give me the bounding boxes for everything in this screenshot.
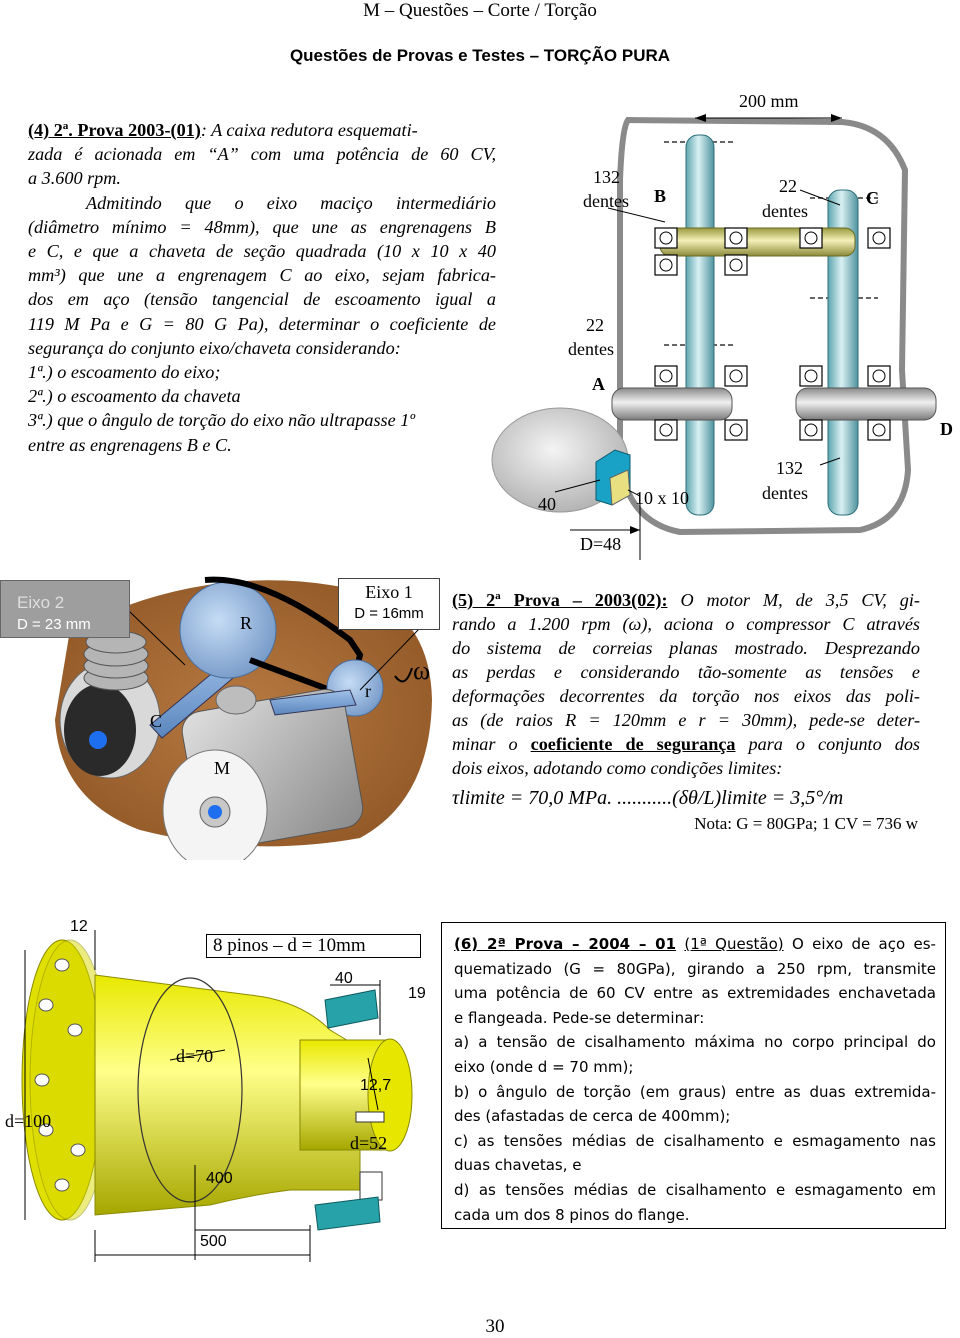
key-top [325,990,378,1028]
label-teeth-unit: dentes [568,339,614,359]
q6-line: eixo (onde d = 70 mm); [454,1057,634,1076]
key-bottom [315,1197,380,1230]
dim-12: 12 [70,918,88,935]
label-c: C [866,188,879,208]
housing-outline [620,120,908,532]
question-6-text [454,932,936,1227]
q4-line: 3ª.) que o ângulo de torção do eixo não ultrapasse 1º [28,410,415,431]
label-pulley-r-large: R [240,613,253,633]
q6-heading: (6) 2ª Prova – 2004 – 01 [454,935,677,953]
section-title: Questões de Provas e Testes – TORÇÃO PURA [289,46,671,65]
q5-safety-factor: coeficiente de segurança [530,734,736,754]
eixo-1-title: Eixo 1 [365,582,413,602]
page-number: 30 [485,1316,505,1337]
q4-line-1: (4) 2ª. Prova 2003-(01): A caixa redutora esquemati- [28,120,418,140]
shaft-b [686,135,714,515]
q6-line: des (afastadas de cerca de 400mm); [454,1107,731,1126]
label-teeth-unit: dentes [762,201,808,221]
q6-line: c) as tensões médias de cisalhamento e esmagamento nas [454,1131,936,1150]
q5-line: O motor M, de 3,5 CV, gi- [667,590,920,610]
q4-line: 2ª.) o escoamento da chaveta [28,386,241,407]
eixo-2-diameter: D = 23 mm [17,616,91,633]
label-pulley-r-small: r [365,681,371,701]
q4-line: 1ª.) o escoamento do eixo; [28,362,221,383]
eixo-1-diameter: D = 16mm [354,605,424,622]
output-shaft-d [796,388,936,420]
eixo-2-label-box [0,580,130,638]
diameter-100: d=100 [5,1111,52,1131]
label-motor-m: M [214,758,231,778]
q6-line: quematizado (G = 80GPa), girando a 250 rpm, transmite [454,959,936,978]
q5-line: dois eixos, adotando como condições limites: [452,758,783,778]
q4-line: zada é acionada em “A” com uma potência de 60 CV, [28,144,496,165]
q5-line: minar o [452,734,531,754]
key-section-10x10: 10 x 10 [635,488,689,508]
q4-line: (diâmetro mínimo = 48mm), que une as engrenagens B [28,216,496,237]
q6-line: b) o ângulo de torção (em graus) entre as duas extremida- [454,1082,936,1101]
q6-line: uma potência de 60 CV entre as extremidades enchavetada [454,984,936,1003]
pins-label: 8 pinos – d = 10mm [206,934,421,958]
label-b: B [654,186,667,206]
dim-12-7: 12,7 [360,1077,392,1094]
q4-line: a 3.600 rpm. [28,168,121,189]
eixo-1-label-box [338,578,440,630]
q5-line: rando a 1.200 rpm (ω), aciona o compressor C através [452,614,920,634]
q4-line: 119 M Pa e G = 80 G Pa), determinar o coeficiente de [28,313,496,334]
q5-limits: τlimite = 70,0 MPa. ...........(δθ/L)limite = 3,5°/m [452,787,844,809]
compressor-cylinder [84,631,148,690]
label-teeth-unit: dentes [762,483,808,503]
label-teeth-unit: dentes [583,191,629,211]
q5-line: deformações decorrentes da torção nos eixos das poli- [452,686,920,706]
diameter-70: d=70 [176,1046,214,1066]
q6-line: a) a tensão de cisalhamento máxima no corpo principal do [454,1033,936,1052]
label-22-teeth-a: 22 [586,315,604,335]
q5-line: as perdas e considerando tão-somente as tensões e [452,662,920,682]
question-4-text [28,118,496,457]
q4-line: Admitindo que o eixo maciço intermediário [86,192,496,213]
q6-line: O eixo de aço es- [783,935,936,953]
question-5-text [452,588,920,836]
dim-400: 400 [206,1170,233,1187]
eixo-2-title: Eixo 2 [17,593,65,612]
key-length-40: 40 [538,494,556,514]
q6-line: duas chavetas, e [454,1156,582,1175]
diameter-52: d=52 [350,1133,388,1153]
label-compressor-c: C [150,711,163,731]
label-22-teeth-c: 22 [779,176,797,196]
q4-line: segurança do conjunto eixo/chaveta considerando: [28,337,401,358]
q4-line: dos em aço (tensão tangencial de escoamento igual a [28,289,496,310]
q5-line: as (de raios R = 120mm e r = 30mm), pede-se deter- [452,710,920,730]
label-a: A [592,374,605,394]
q6-subheading: (1ª Questão) [684,935,784,953]
intermediate-shaft [660,228,855,256]
label-132-teeth: 132 [593,167,620,187]
label-d: D [940,419,953,439]
q4-line: mm³) que une a engrenagem C ao eixo, sejam fabrica- [28,265,496,286]
dim-40: 40 [335,970,353,987]
q6-line: e flangeada. Pede-se determinar: [454,1008,705,1027]
q6-line: d) as tensões médias de cisalhamento e esmagamento em [454,1180,936,1199]
shaft-diameter-48: D=48 [580,534,622,554]
dim-200mm: 200 mm [739,91,799,111]
q4-line: e C, e que a chaveta de seção quadrada (10 x 10 x 40 [28,241,496,262]
q5-line: para o conjunto dos [735,734,920,754]
q4-line: entre as engrenagens B e C. [28,434,232,455]
running-title: M – Questões – Corte / Torção [363,0,597,21]
dim-500: 500 [200,1233,227,1250]
input-shaft-a [612,388,732,420]
q5-heading: (5) 2ª Prova – 2003(02): [452,590,668,610]
gearbox-figure [490,85,960,560]
label-132-teeth-d: 132 [776,458,803,478]
omega-symbol: ω [413,656,431,685]
q4-heading: (4) 2ª. Prova 2003-(01) [28,120,201,140]
q6-line: cada um dos 8 pinos do flange. [454,1205,690,1224]
q5-line: do sistema de correias planas mostrado. Desprezando [452,638,920,658]
dim-19: 19 [408,985,426,1002]
q5-note: Nota: G = 80GPa; 1 CV = 736 w [694,814,918,833]
